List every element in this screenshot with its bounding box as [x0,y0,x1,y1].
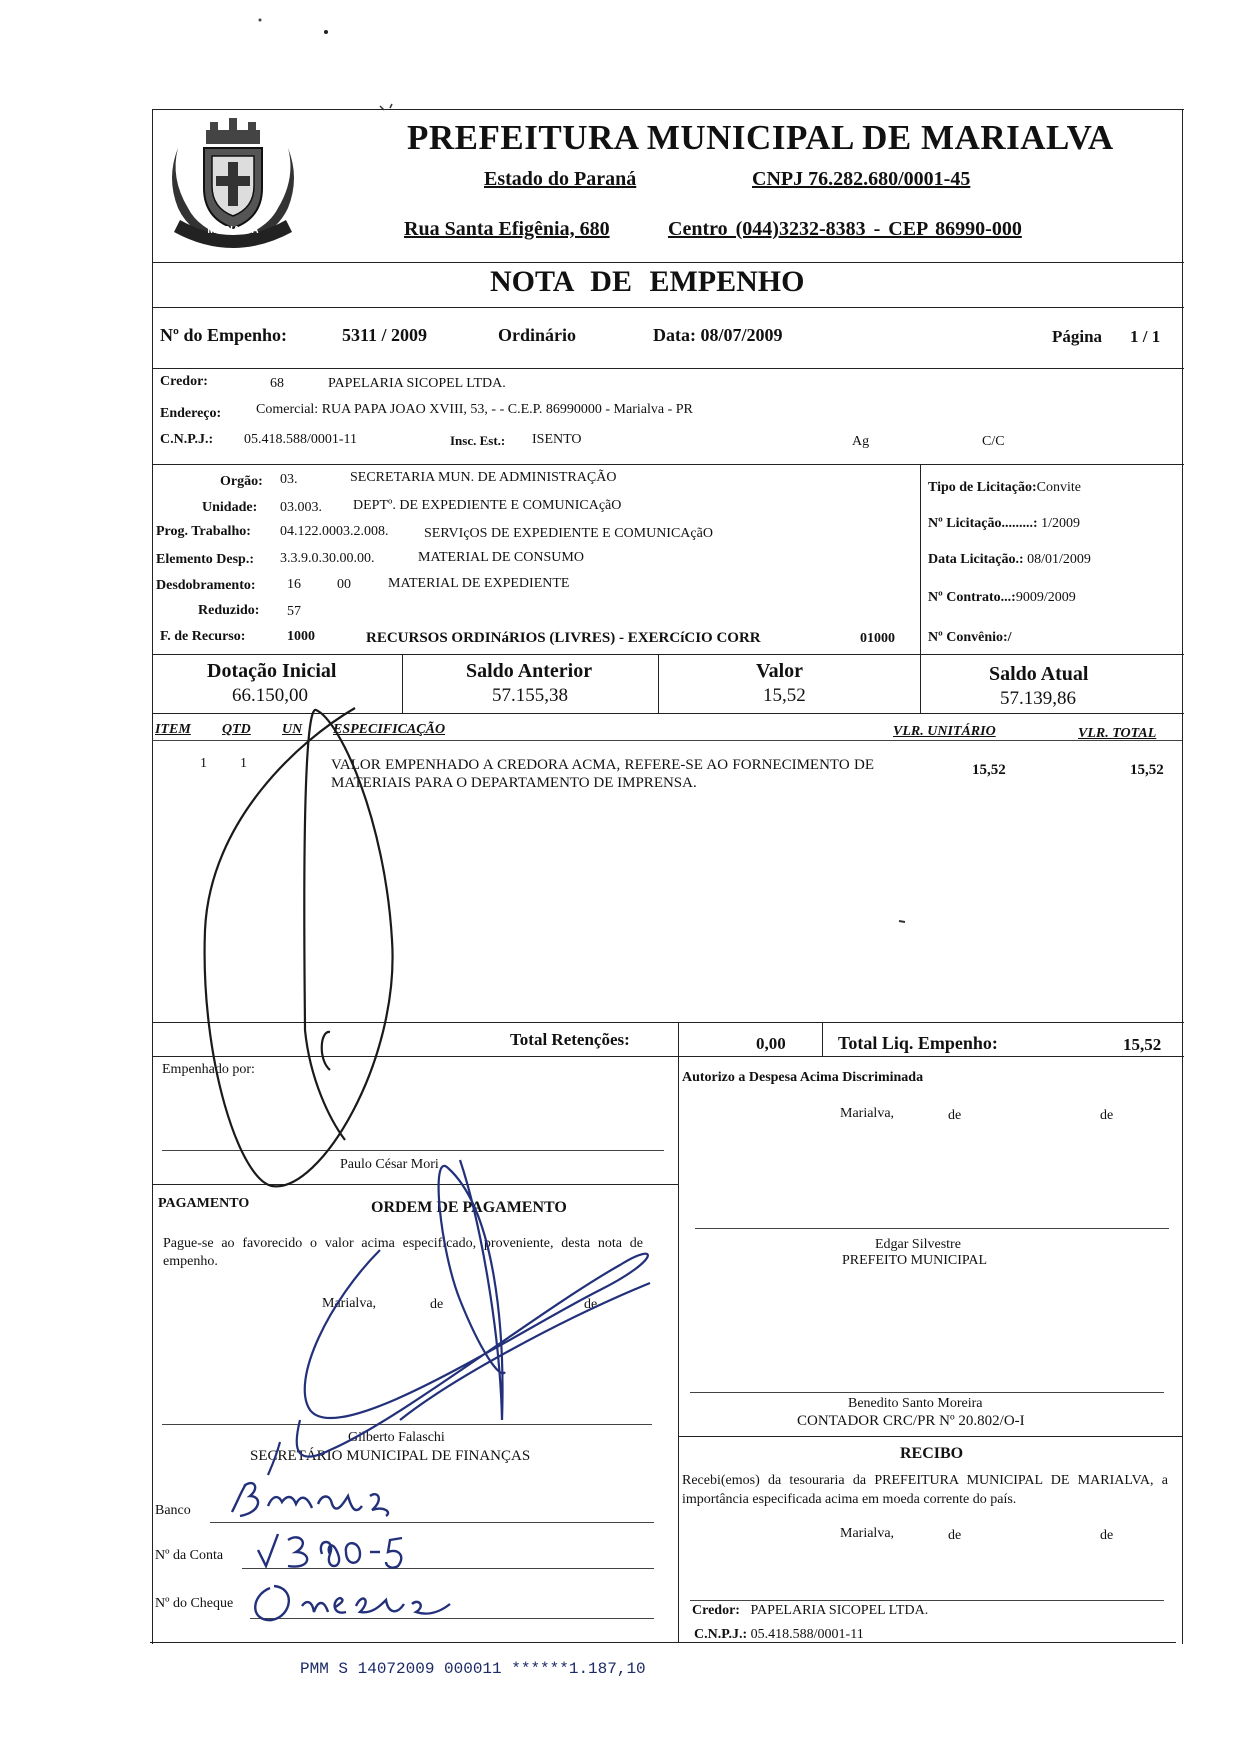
doc-title: NOTA DE EMPENHO [490,265,805,298]
reduzido-label: Reduzido: [198,603,260,618]
contador-name: Benedito Santo Moreira [848,1396,983,1411]
recibo-city: Marialva, [840,1526,895,1541]
liq-value: 15,52 [1123,1035,1162,1054]
pagamento-text: Pague-se ao favorecido o valor acima especificado, proveniente, desta nota de empenho. [163,1236,643,1269]
contador-role: CONTADOR CRC/PR Nº 20.802/O-I [797,1413,1025,1429]
fonte-code-2: 01000 [860,631,895,646]
elemento-desc: MATERIAL DE CONSUMO [418,550,584,565]
conta-label: Nº da Conta [155,1548,224,1563]
header-title: PREFEITURA MUNICIPAL DE MARIALVA [407,118,1114,157]
desdobramento-a: 16 [287,577,301,592]
autorizo-label: Autorizo a Despesa Acima Discriminada [682,1070,924,1085]
cc-label: C/C [982,434,1005,449]
row-vlr-unitario: 15,52 [972,762,1006,778]
empenho-number: 5311 / 2009 [342,325,428,345]
saldo-atual-label: Saldo Atual [989,663,1089,685]
orgao-code: 03. [280,472,298,487]
orgao-label: Orgão: [220,474,263,489]
municipal-seal [158,108,308,258]
saldo-atual-value: 57.139,86 [1000,688,1076,709]
page-number: 1 / 1 [1130,327,1161,346]
prog-code: 04.122.0003.2.008. [280,524,389,539]
header-contact: Centro (044)3232-8383 - CEP 86990-000 [668,218,1022,240]
credor-address: Comercial: RUA PAPA JOAO XVIII, 53, - - C.E.P. 86990000 - Marialva - PR [256,402,693,417]
saldo-anterior-value: 57.155,38 [492,685,568,706]
row-vlr-total: 15,52 [1130,762,1164,778]
ag-label: Ag [852,434,870,449]
row-item: 1 [200,756,207,771]
pagamento-de2: de [584,1297,598,1312]
credor-insc: ISENTO [532,432,582,447]
credor-name: PAPELARIA SICOPEL LTDA. [328,376,506,391]
fonte-desc: RECURSOS ORDINáRIOS (LIVRES) - EXERCíCIO CORR [366,630,761,646]
recibo-de2: de [1100,1528,1114,1543]
elemento-label: Elemento Desp.: [156,552,254,567]
empenhado-signer: Paulo César Mori [340,1157,439,1172]
pagamento-city: Marialva, [322,1296,377,1311]
pagamento-label: PAGAMENTO [158,1196,250,1211]
desdobramento-label: Desdobramento: [156,578,256,593]
unidade-label: Unidade: [202,500,258,515]
row-especificacao: VALOR EMPENHADO A CREDORA ACMA, REFERE-SE AO FORNECIMENTO DE MATERIAIS PARA O DEPARTAMENTO DE IMPRENSA. [331,757,874,791]
tipo-licitacao: Tipo de Licitação:Convite [928,480,1081,495]
col-especificacao: ESPECIFICAÇÃO [333,722,446,737]
dotacao-label: Dotação Inicial [207,660,337,682]
retencoes-label: Total Retenções: [510,1030,630,1049]
empenho-type: Ordinário [498,325,577,345]
svg-text:MARIALVA: MARIALVA [207,225,259,236]
secretario-role: SECRETÁRIO MUNICIPAL DE FINANÇAS [250,1448,531,1464]
valor-value: 15,52 [763,685,806,706]
recibo-text: Recebi(emos) da tesouraria da PREFEITURA MUNICIPAL DE MARIALVA, a importância especificada acima em moeda corrente do país. [682,1473,1168,1507]
numero-contrato: Nº Contrato...:9009/2009 [928,590,1076,605]
col-qtd: QTD [222,722,251,737]
orgao-desc: SECRETARIA MUN. DE ADMINISTRAÇÃO [350,470,617,485]
data-licitacao: Data Licitação.: 08/01/2009 [928,552,1091,567]
saldo-anterior-label: Saldo Anterior [466,660,593,682]
prefeito-role: PREFEITO MUNICIPAL [842,1253,988,1268]
empenhado-label: Empenhado por: [162,1062,255,1077]
autorizo-de2: de [1100,1108,1114,1123]
recibo-cnpj: C.N.P.J.: 05.418.588/0001-11 [694,1627,864,1642]
numero-convenio: Nº Convênio:/ [928,630,1012,645]
col-un: UN [282,722,303,737]
pagamento-de1: de [430,1297,444,1312]
cheque-label: Nº do Cheque [155,1596,234,1611]
unidade-desc: DEPTº. DE EXPEDIENTE E COMUNICAçãO [353,498,622,513]
endereco-label: Endereço: [160,406,222,421]
credor-label: Credor: [160,374,208,389]
insc-label: Insc. Est.: [450,433,506,448]
secretario-name: Gilberto Falaschi [348,1430,445,1445]
retencoes-value: 0,00 [756,1034,786,1053]
ordem-pagamento-label: ORDEM DE PAGAMENTO [371,1199,567,1216]
cnpj-label: C.N.P.J.: [160,432,214,447]
col-vlr-unitario: VLR. UNITÁRIO [893,724,996,739]
fonte-code: 1000 [287,629,315,644]
autorizo-de1: de [948,1108,962,1123]
reduzido-value: 57 [287,604,301,619]
recibo-de1: de [948,1528,962,1543]
credor-code: 68 [270,376,284,391]
header-address: Rua Santa Efigênia, 680 [404,218,610,240]
col-vlr-total: VLR. TOTAL [1078,726,1157,741]
elemento-code: 3.3.9.0.30.00.00. [280,551,375,566]
desdobramento-b: 00 [337,577,351,592]
credor-cnpj: 05.418.588/0001-11 [244,432,358,447]
header-cnpj: CNPJ 76.282.680/0001-45 [752,168,971,190]
prog-label: Prog. Trabalho: [156,524,251,539]
banco-label: Banco [155,1503,191,1518]
valor-label: Valor [756,660,804,682]
empenho-date: Data: 08/07/2009 [653,325,783,345]
desdobramento-desc: MATERIAL DE EXPEDIENTE [388,576,570,591]
recibo-title: RECIBO [900,1445,964,1462]
fonte-label: F. de Recurso: [160,629,246,644]
autorizo-city: Marialva, [840,1106,895,1121]
page-label: Página [1052,327,1103,346]
recibo-credor: Credor: PAPELARIA SICOPEL LTDA. [692,1603,929,1618]
numero-licitacao: Nº Licitação.........: 1/2009 [928,516,1080,531]
prog-desc: SERVIçOS DE EXPEDIENTE E COMUNICAçãO [424,526,713,541]
unidade-code: 03.003. [280,500,322,515]
col-item: ITEM [155,722,191,737]
prefeito-name: Edgar Silvestre [875,1237,961,1252]
header-state: Estado do Paraná [484,168,637,190]
row-qtd: 1 [240,756,247,771]
liq-label: Total Liq. Empenho: [838,1033,998,1053]
empenho-number-label: Nº do Empenho: [160,325,287,345]
payment-stamp: PMM S 14072009 000011 ******1.187,10 [300,1660,646,1678]
dotacao-value: 66.150,00 [232,685,308,706]
